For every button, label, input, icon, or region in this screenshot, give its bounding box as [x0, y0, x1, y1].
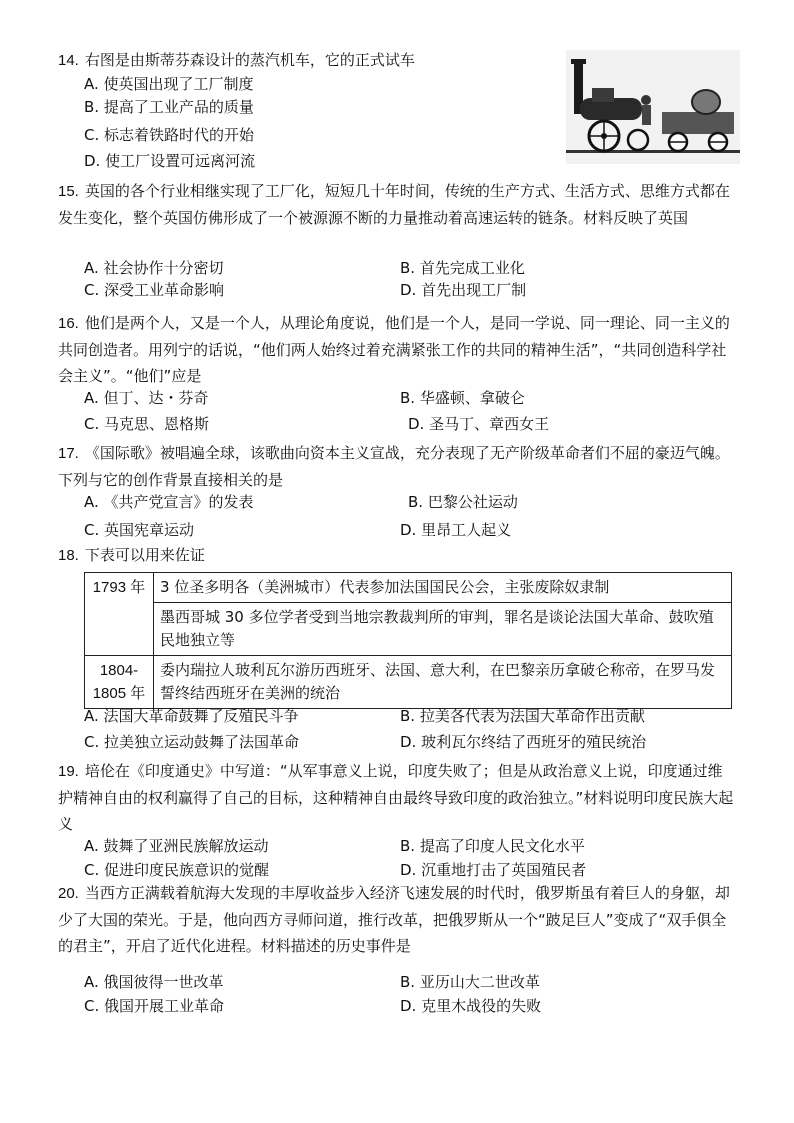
question-15	[58, 178, 736, 299]
stem-text: 当西方正满载着航海大发现的丰厚收益步入经济飞速发展的时代时，俄罗斯虽有着巨人的身躯，却少了大国的荣光。于是，他向西方寻师问道，推行改革，把俄罗斯从一个“跛足巨人”变成了“双手俱全的君主”，开启了近代化进程。材料描述的历史事件是	[58, 884, 730, 955]
stem-text: 培伦在《印度通史》中写道：“从军事意义上说，印度失败了；但是从政治意义上说，印度通过维护精神自由的权利赢得了自己的目标，这种精神自由最终导致印度的政治独立。”材料说明印度民族大起义	[58, 762, 734, 833]
steam-locomotive-illustration	[566, 50, 740, 164]
stem-text: 英国的各个行业相继实现了工厂化，短短几十年时间，传统的生产方式、生活方式、思维方式都在发生变化，整个英国仿佛形成了一个被源源不断的力量推动着高速运转的链条。材料反映了英国	[58, 182, 730, 227]
option-a: A. 法国大革命鼓舞了反殖民斗争	[84, 707, 299, 725]
question-stem	[58, 758, 736, 837]
option-a: A. 使英国出现了工厂制度	[84, 75, 254, 93]
option-c: C. 马克思、恩格斯	[84, 415, 210, 433]
option-c: C. 俄国开展工业革命	[84, 997, 225, 1015]
question-18	[58, 542, 736, 569]
option-a: A. 俄国彼得一世改革	[84, 973, 224, 991]
option-a: A. 但丁、达・芬奇	[84, 389, 209, 407]
table-row	[85, 603, 732, 656]
question-number: 18.	[58, 547, 79, 564]
option-b: B. 拉美各代表为法国大革命作出贡献	[400, 707, 645, 725]
option-b: B. 巴黎公社运动	[408, 493, 518, 511]
question-number: 19.	[58, 763, 79, 780]
option-d: D. 沉重地打击了英国殖民者	[400, 861, 587, 879]
table-row	[85, 573, 732, 603]
option-b: B. 华盛顿、拿破仑	[400, 389, 525, 407]
option-c: C. 英国宪章运动	[84, 521, 195, 539]
question-14	[58, 47, 554, 170]
event-cell: 3 位圣多明各（美洲城市）代表参加法国国民公会，主张废除奴隶制	[154, 573, 732, 603]
option-c: C. 拉美独立运动鼓舞了法国革命	[84, 733, 300, 751]
option-a: A. 社会协作十分密切	[84, 259, 224, 277]
question-number: 14.	[58, 52, 79, 69]
option-b: B. 亚历山大二世改革	[400, 973, 540, 991]
question-20	[58, 880, 736, 1015]
option-c: C. 深受工业革命影响	[84, 281, 225, 299]
option-d: D. 里昂工人起义	[400, 521, 512, 539]
stem-text: 《国际歌》被唱遍全球，该歌曲向资本主义宣战，充分表现了无产阶级革命者们不屈的豪迈气魄。下列与它的创作背景直接相关的是	[58, 444, 730, 489]
year-cell: 1793 年	[85, 573, 154, 656]
question-stem	[58, 542, 736, 569]
question-16	[58, 310, 736, 433]
option-d: D. 首先出现工厂制	[400, 281, 527, 299]
question-number: 16.	[58, 315, 79, 332]
option-a: A. 《共产党宣言》的发表	[84, 493, 254, 511]
question-number: 20.	[58, 885, 79, 902]
stem-text: 下表可以用来佐证	[84, 546, 205, 564]
option-c: C. 标志着铁路时代的开始	[84, 126, 255, 144]
option-d: D. 玻利瓦尔终结了西班牙的殖民统治	[400, 733, 647, 751]
option-b: B. 首先完成工业化	[400, 259, 525, 277]
question-17	[58, 440, 736, 539]
option-a: A. 鼓舞了亚洲民族解放运动	[84, 837, 269, 855]
question-number: 17.	[58, 445, 79, 462]
question-19	[58, 758, 736, 879]
option-c: C. 促进印度民族意识的觉醒	[84, 861, 270, 879]
option-b: B. 提高了工业产品的质量	[84, 98, 254, 116]
year-cell: 1804-1805 年	[85, 656, 154, 709]
option-d: D. 克里木战役的失败	[400, 997, 542, 1015]
question-stem	[58, 310, 736, 389]
event-cell: 委内瑞拉人玻利瓦尔游历西班牙、法国、意大利，在巴黎亲历拿破仑称帝，在罗马发誓终结西班牙在美洲的统治	[154, 656, 732, 709]
history-table	[84, 572, 732, 709]
stem-text: 他们是两个人，又是一个人，从理论角度说，他们是一个人，是同一学说、同一理论、同一主义的共同创造者。用列宁的话说，“他们两人始终过着充满紧张工作的共同的精神生活”，“共同创造科学社会主义”。“他们”应是	[58, 314, 730, 385]
question-stem	[58, 880, 736, 959]
option-b: B. 提高了印度人民文化水平	[400, 837, 585, 855]
question-stem	[58, 47, 554, 74]
option-d: D. 使工厂设置可远离河流	[84, 152, 256, 170]
question-number: 15.	[58, 183, 79, 200]
table-row	[85, 656, 732, 709]
option-d: D. 圣马丁、章西女王	[408, 415, 550, 433]
question-stem	[58, 440, 736, 493]
stem-text: 右图是由斯蒂芬森设计的蒸汽机车，它的正式试车	[84, 51, 415, 69]
event-cell: 墨西哥城 30 多位学者受到当地宗教裁判所的审判，罪名是谈论法国大革命、鼓吹殖民地独立等	[154, 603, 732, 656]
question-stem	[58, 178, 736, 231]
